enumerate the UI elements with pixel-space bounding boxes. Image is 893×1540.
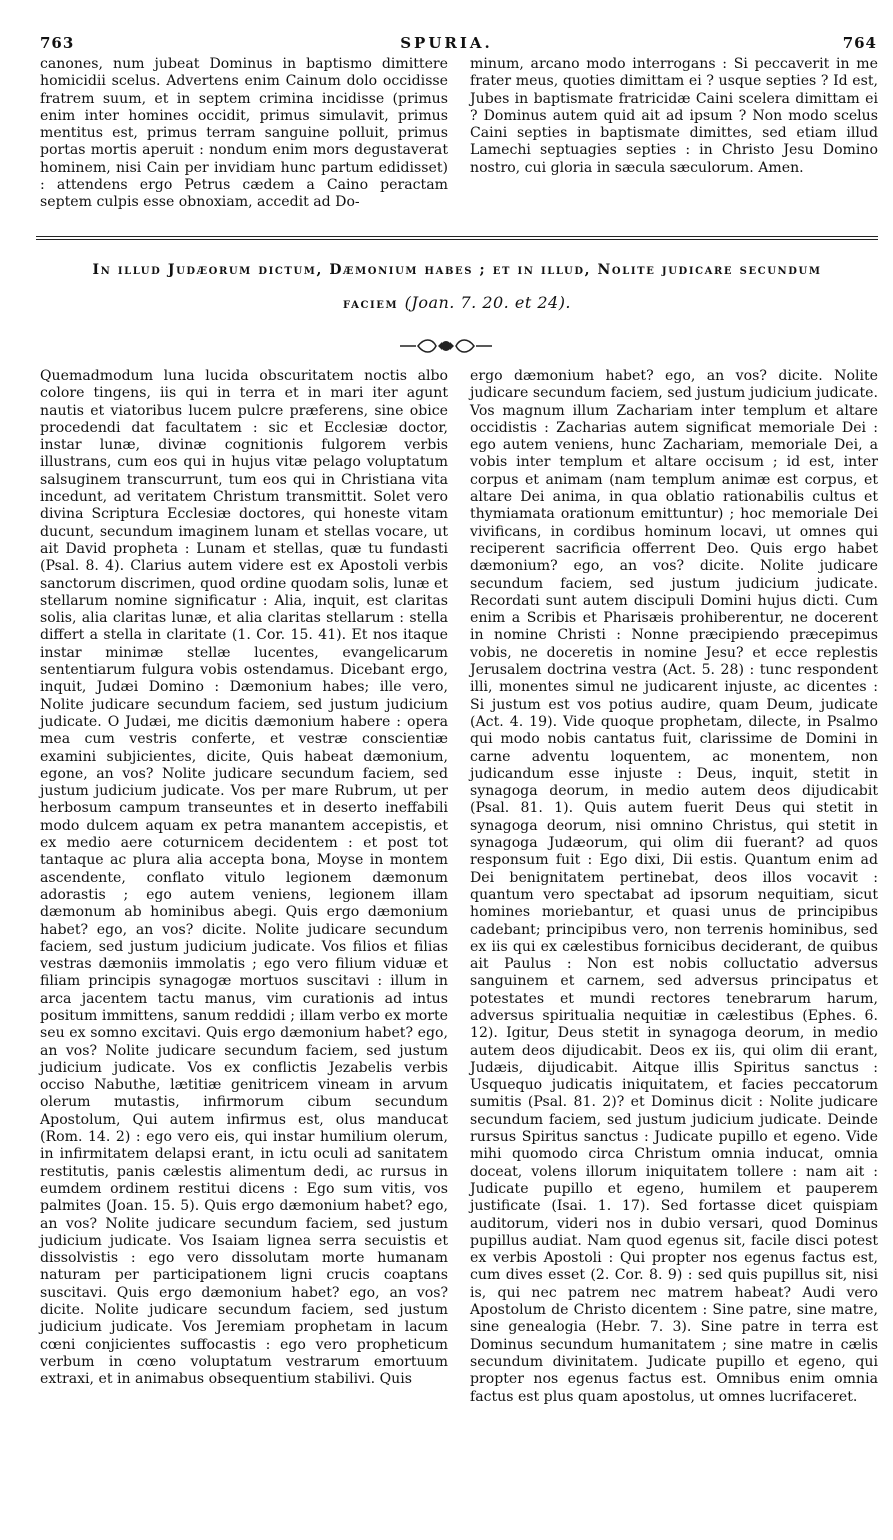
top-right-column (470, 56, 878, 177)
top-left-text: canones, num jubeat Dominus in baptismo dimittere homicidii scelus. Advertens enim Cainum dolo occidisse fratrem suum, et in septem crimina incidisse (primus enim inter homines occidit, primus simulavit, primus mentitus est, primus terram sanguine polluit, primus portas mortis aperuit : nondum enim mors degustaverat hominem, nisi Cain per invidiam hunc partum edidisset) : attendens ergo Petrus cædem a Caino peractam septem culpis esse obnoxiam, accedit ad Do- (40, 56, 448, 211)
page-number-right: 764 (842, 34, 877, 52)
section-title-line2 (36, 293, 878, 312)
section-title-line1: In illud Judæorum dictum, Dæmonium habes ; et in illud, Nolite judicare secundum (92, 262, 822, 278)
running-head: SPURIA. (400, 34, 493, 52)
top-left-column (40, 56, 448, 212)
section-title-reference: (Joan. 7. 20. et 24). (404, 293, 572, 312)
page-number-left: 763 (40, 34, 75, 52)
divider-rule (36, 236, 878, 237)
body-left-column (40, 368, 448, 1389)
section-title-word: faciem (342, 296, 399, 312)
body-right-column (470, 368, 878, 1406)
body-left-text: Quemadmodum luna lucida obscuritatem noctis albo colore tingens, iis qui in terra et in mari iter agunt nautis et viatoribus lucem pulcre præferens, sine obice procedendi dat facultatem : sic et Ecclesiæ doctor, instar lunæ, divinæ cognitionis fulgorem verbis illustrans, cum eos qui in hujus vitæ pelago voluptatum salsuginem transcurrunt, tum eos qui in Christiana vita incedunt, ad veritatem Christum transmittit. Solet vero divina Scriptura Ecclesiæ doctores, qui honeste vitam ducunt, secundum imaginem lunam et stellas vocare, ut ait David propheta : Lunam et stellas, quæ tu fundasti (Psal. 8. 4). Clarius autem videre est ex Apostoli verbis sanctorum discrimen, quod ordine quodam solis, lunæ et stellarum nomine significatur : Alia, inquit, est claritas solis, alia claritas lunæ, et alia claritas stellarum : stella differt a stella in claritate (1. Cor. 15. 41). Et nos itaque instar minimæ stellæ lucentes, evangelicarum sententiarum fulgura vobis ostendamus. Dicebant ergo, inquit, Judæi Domino : Dæmonium habes; ille vero, Nolite judicare secundum faciem, sed justum judicium judicate. O Judæi, me dicitis dæmonium habere : opera mea cum vestris conferte, et vestræ conscientiæ examini subjicientes, dicite, Quis habeat dæmonium, egone, an vos? Nolite judicare secundum faciem, sed justum judicium judicate. Vos per mare Rubrum, ut per herbosum campum transeuntes et in deserto ineffabili modo dulcem aquam ex petra manantem accepistis, et ex medio aere coturnicem decidentem : et post tot tantaque ac plura alia accepta bona, Moyse in montem ascendente, conflato vitulo legionem dæmonum adorastis ; ego autem veniens, legionem illam dæmonum ab hominibus abegi. Quis ergo dæmonium habet? ego, an vos? dicite. Nolite judicare secundum faciem, sed justum judicium judicate. Vos filios et filias vestras dæmoniis immolatis ; ego vero filium viduæ et filiam principis synagogæ mortuos suscitavi : illum in arca jacentem tactu manus, vim curationis ad intus positum immittens, sanum reddidi ; illam verbo ex morte seu ex somno excitavi. Quis ergo dæmonium habet? ego, an vos? Nolite judicare secundum faciem, sed justum judicium judicate. Vos ex conflictis Jezabelis verbis occiso Nabuthe, lætitiæ genitricem vineam in arvum olerum mutastis, infirmorum cibum secundum Apostolum, Qui autem infirmus est, olus manducat (Rom. 14. 2) : ego vero eis, qui instar humilium olerum, in infirmitatem delapsi erant, in ictu oculi ad sanitatem restitutis, panis cælestis alimentum dedi, ac rursus in eumdem ordinem restitui dicens : Ego sum vitis, vos palmites (Joan. 15. 5). Quis ergo dæmonium habet? ego, an vos? Nolite judicare secundum faciem, sed justum judicium judicate. Vos Isaiam lignea serra secuistis et dissolvistis : ego vero dissolutam morte humanam naturam per participationem ligni crucis coaptans suscitavi. Quis ergo dæmonium habet? ego, an vos? dicite. Nolite judicare secundum faciem, sed justum judicium judicate. Vos Jeremiam prophetam in lacum cœni conjicientes suffocastis : ego vero propheticum verbum in cœno voluptatum vestrarum emortuum extraxi, et in animabus obsequentium stabilivi. Quis (40, 368, 448, 1388)
top-right-text: minum, arcano modo interrogans : Si peccaverit in me frater meus, quoties dimittam ei ? usque septies ? Id est, Jubes in baptismate fratricidæ Caini scelera dimittam ei ? Dominus autem quid ait ad ipsum ? Non modo scelus Caini septies in baptismate dimittes, sed etiam illud Lamechi septuagies septies : in Christo Jesu Domino nostro, cui gloria in sæcula sæculorum. Amen. (470, 56, 878, 176)
ornament-icon (396, 335, 496, 357)
divider-rule-double (36, 239, 878, 240)
body-right-text: ergo dæmonium habet? ego, an vos? dicite. Nolite judicare secundum faciem, sed justum judicium judicate. Vos magnum illum Zachariam inter templum et altare occidistis : Zacharias autem significat memoriale Dei : ego autem veniens, hunc Zachariam, memoriale Dei, a vobis inter templum et altare occisum ; id est, inter corpus et animam (nam templum animæ est corpus, et altare Dei anima, in qua oblatio rationabilis cultus et thymiamata orationum emittuntur) ; hoc memoriale Dei vivificans, in cordibus hominum locavi, ut omnes qui reciperent sacrificia offerrent Deo. Quis ergo habet dæmonium? ego, an vos? dicite. Nolite judicare secundum faciem, sed justum judicium judicate. Recordati sunt autem discipuli Domini hujus dicti. Cum enim a Scribis et Pharisæis prohiberentur, ne docerent in nomine Christi : Nonne præcipiendo præcepimus vobis, ne doceretis in nomine Jesu? et ecce replestis Jerusalem doctrina vestra (Act. 5. 28) : tunc respondent illi, monentes simul ne judicarent injuste, ac dicentes : Si justum est vos potius audire, quam Deum, judicate (Act. 4. 19). Vide quoque prophetam, dilecte, in Psalmo qui modo nobis cantatus fuit, clarissime de Domini in carne adventu loquentem, ac monentem, non judicandum esse injuste : Deus, inquit, stetit in synagoga deorum, in medio autem deos dijudicabit (Psal. 81. 1). Quis autem fuerit Deus qui stetit in synagoga deorum, nisi omnino Christus, qui stetit in synagoga Judæorum, qui olim dii fuerant? ad quos responsum fuit : Ego dixi, Dii estis. Quantum enim ad Dei benignitatem pertinebat, deos illos vocavit : quantum vero spectabat ad ipsorum nequitiam, sicut homines moriebantur, et quasi unus de principibus cadebant; principibus vero, non terrenis hominibus, sed ex iis qui ex cælestibus fornicibus deciderant, de quibus ait Paulus : Non est nobis colluctatio adversus sanguinem et carnem, sed adversus principatus et potestates et mundi rectores tenebrarum harum, adversus spiritualia nequitiæ in cælestibus (Ephes. 6. 12). Igitur, Deus stetit in synagoga deorum, in medio autem deos dijudicabit. Deos ex iis, qui olim dii erant, Judæis, dijudicabit. Aitque illis Spiritus sanctus : Usquequo judicatis iniquitatem, et facies peccatorum sumitis (Psal. 81. 2)? et Dominus dicit : Nolite judicare secundum faciem, sed justum judicium judicate. Deinde rursus Spiritus sanctus : Judicate pupillo et egeno. Vide mihi quomodo circa Christum omnia inducat, omnia doceat, volens illorum iniquitatem tollere : nam ait : Judicate pupillo et egeno, humilem et pauperem justificate (Isai. 1. 17). Sed fortasse dicet quispiam auditorum, videri nos in dubio versari, quod Dominus pupillus audiat. Nam quod egenus sit, facile disci potest ex verbis Apostoli : Qui propter nos egenus factus est, cum dives esset (2. Cor. 8. 9) : sed quis pupillus sit, nisi is, qui nec patrem nec matrem habeat? Audi vero Apostolum de Christo dicentem : Sine patre, sine matre, sine genealogia (Hebr. 7. 3). Sine patre in terra est Dominus secundum humanitatem ; sine matre in cælis secundum divinitatem. Judicate pupillo et egeno, qui propter nos egenus factus est. Omnibus enim omnia factus est plus quam apostolus, ut omnes lucrifaceret. (470, 368, 878, 1405)
